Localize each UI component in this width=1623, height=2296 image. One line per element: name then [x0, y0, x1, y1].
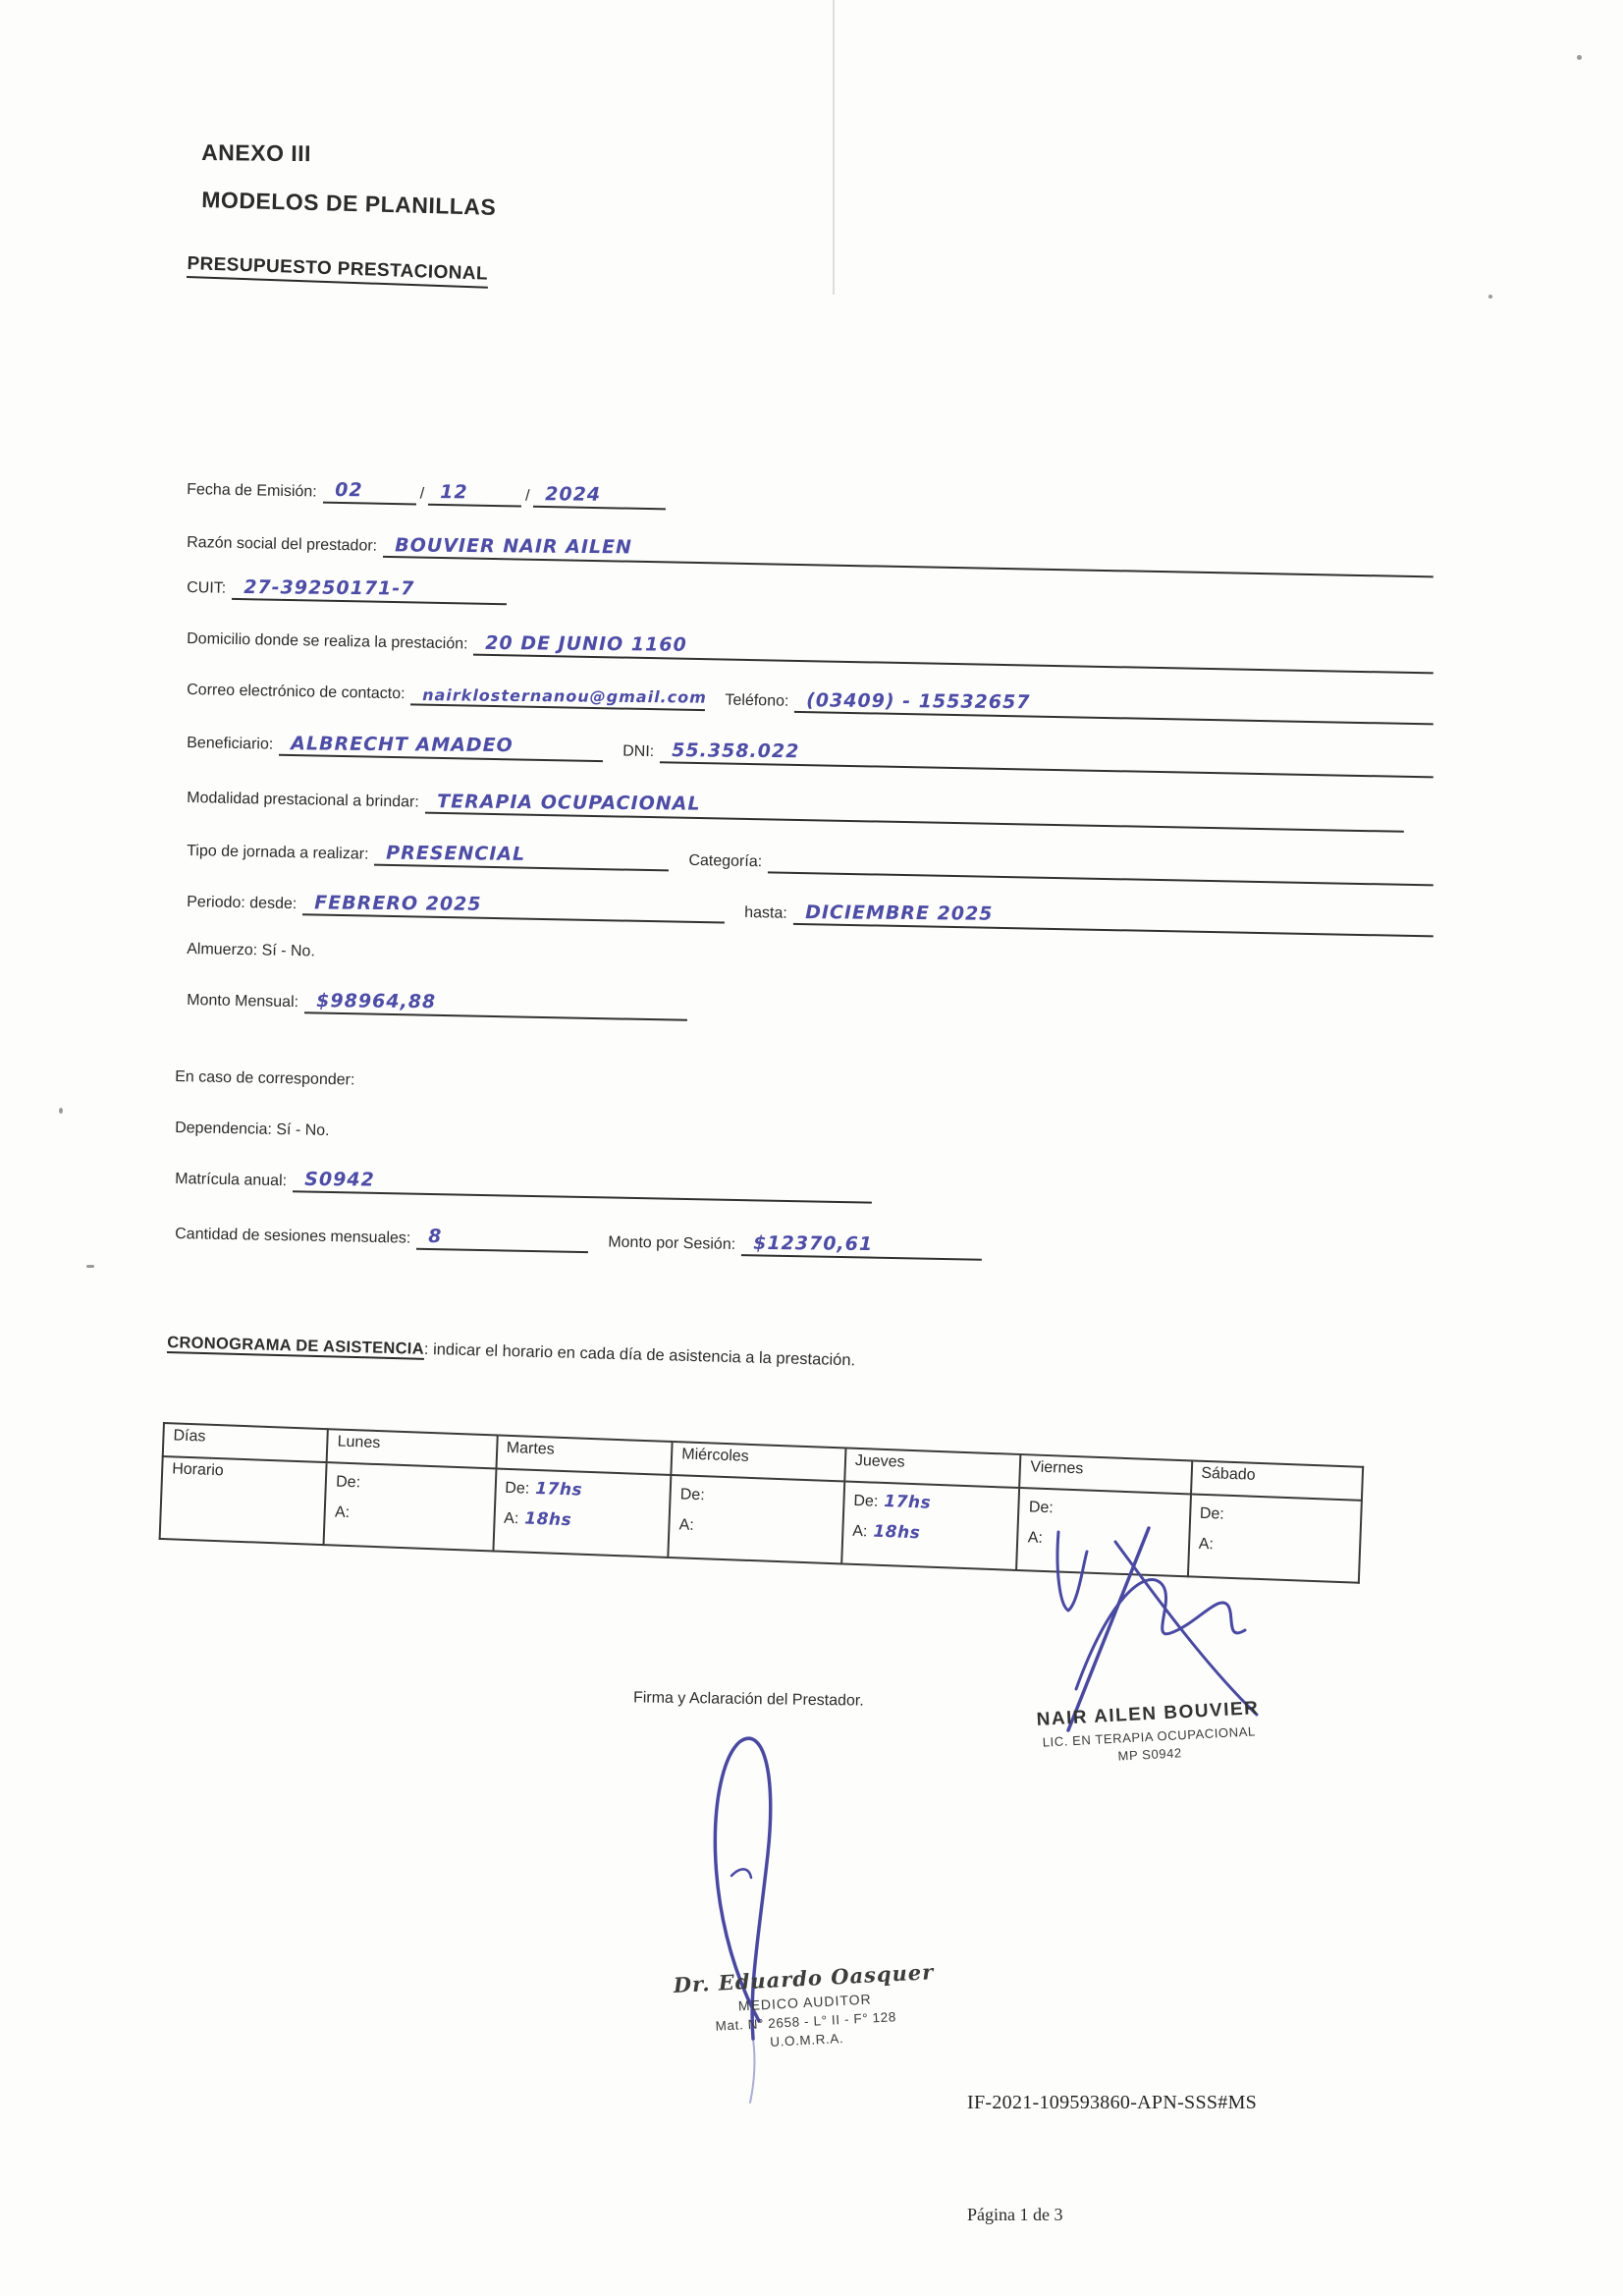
fecha-mes-value: 12: [440, 481, 468, 504]
fecha-emision-label: Fecha de Emisión:: [187, 481, 317, 501]
prestador-stamp-title: LIC. EN TERAPIA OCUPACIONAL: [1042, 1723, 1257, 1750]
document-title: MODELOS DE PLANILLAS: [201, 187, 497, 220]
fecha-dia-value: 02: [334, 479, 363, 502]
prestador-stamp-mp: MP S0942: [1117, 1745, 1183, 1764]
field-razon-social: [187, 526, 1434, 577]
if-reference-code: IF-2021-109593860-APN-SSS#MS: [967, 2092, 1258, 2113]
field-almuerzo: Almuerzo: Sí - No.: [187, 941, 316, 960]
correo-value: nairklosternanou@gmail.com: [422, 685, 708, 707]
auditor-stamp-role: MEDICO AUDITOR: [737, 1991, 873, 2014]
monto-mensual-value: $98964,88: [315, 990, 437, 1013]
sesiones-label: Cantidad de sesiones mensuales:: [175, 1226, 411, 1247]
a-label: A:: [1198, 1535, 1215, 1554]
tipo-jornada-value: PRESENCIAL: [386, 842, 526, 865]
a-label: A:: [851, 1522, 868, 1541]
razon-social-value: BOUVIER NAIR AILEN: [395, 534, 632, 559]
field-tipo-jornada-categoria: [187, 835, 1434, 886]
dni-label: DNI:: [622, 742, 655, 761]
de-label: De:: [1199, 1504, 1225, 1523]
field-beneficiario-dni: [187, 727, 1434, 778]
periodo-desde-value: FEBRERO 2025: [314, 892, 482, 915]
scan-artifact-line: [833, 0, 835, 295]
auditor-stamp: [612, 1956, 999, 2057]
table-header-lunes: Lunes: [327, 1429, 497, 1468]
table-cell-martes: [493, 1468, 672, 1557]
auditor-stamp-matricula: Mat. N° 2658 - L° II - F° 128: [715, 2009, 897, 2034]
modalidad-value: TERAPIA OCUPACIONAL: [436, 791, 701, 815]
lunes-a-value: [350, 1503, 356, 1522]
matricula-value: S0942: [303, 1168, 375, 1191]
table-cell-jueves: [841, 1481, 1020, 1569]
scan-speck: [59, 1108, 63, 1114]
sesiones-value: 8: [428, 1226, 443, 1248]
table-header-viernes: Viernes: [1020, 1454, 1192, 1494]
de-label: De:: [1028, 1499, 1055, 1517]
monto-sesion-label: Monto por Sesión:: [608, 1233, 736, 1253]
scan-speck: [86, 1265, 94, 1268]
table-cell-miercoles: [668, 1475, 844, 1563]
date-separator: /: [419, 485, 425, 503]
table-cell-lunes: [324, 1462, 496, 1551]
page-indicator: Página 1 de 3: [967, 2205, 1063, 2224]
prestador-stamp-name: NAIR AILEN BOUVIER: [1036, 1698, 1260, 1730]
beneficiario-label: Beneficiario:: [187, 735, 274, 753]
miercoles-a-value: [693, 1515, 700, 1535]
table-header-miercoles: Miércoles: [672, 1442, 846, 1481]
field-matricula: [175, 1163, 872, 1204]
auditor-stamp-name: Dr. Eduardo Oasquer: [673, 1959, 935, 1997]
razon-social-label: Razón social del prestador:: [187, 534, 378, 555]
a-label: A:: [1027, 1529, 1044, 1547]
domicilio-label: Domicilio donde se realiza la prestación:: [187, 630, 468, 653]
field-modalidad: [187, 782, 1404, 833]
scan-speck: [1488, 295, 1492, 299]
dni-value: 55.358.022: [672, 739, 800, 763]
martes-a-value: 18hs: [523, 1508, 572, 1531]
scan-speck: [1577, 55, 1582, 60]
periodo-hasta-value: DICIEMBRE 2025: [804, 902, 994, 925]
categoria-value: [768, 870, 787, 871]
de-label: De:: [505, 1479, 530, 1498]
martes-de-value: 17hs: [534, 1478, 583, 1501]
modalidad-label: Modalidad prestacional a brindar:: [187, 790, 419, 811]
de-label: De:: [853, 1492, 879, 1510]
lunes-de-value: [360, 1472, 367, 1492]
table-header-jueves: Jueves: [844, 1448, 1021, 1488]
field-sesiones-monto: [175, 1218, 982, 1261]
field-fecha-emision: [187, 473, 667, 510]
table-header-sabado: Sábado: [1191, 1460, 1364, 1500]
cuit-value: 27-39250171-7: [243, 576, 415, 600]
monto-mensual-label: Monto Mensual:: [187, 992, 299, 1011]
text-en-caso: En caso de corresponder:: [175, 1068, 355, 1089]
periodo-hasta-label: hasta:: [744, 903, 787, 922]
field-periodo: [187, 886, 1434, 937]
field-monto-mensual: [187, 984, 687, 1021]
firma-aclaracion-label: Firma y Aclaración del Prestador.: [632, 1689, 864, 1710]
beneficiario-value: ALBRECHT AMADEO: [291, 733, 514, 757]
domicilio-value: 20 DE JUNIO 1160: [485, 631, 688, 656]
section-heading: PRESUPUESTO PRESTACIONAL: [187, 253, 488, 289]
field-correo-telefono: [187, 674, 1434, 725]
field-dependencia: Dependencia: Sí - No.: [175, 1120, 330, 1140]
periodo-desde-label: Periodo: desde:: [187, 894, 298, 913]
cronograma-title: CRONOGRAMA DE ASISTENCIA: [167, 1334, 425, 1358]
categoria-label: Categoría:: [688, 851, 763, 871]
auditor-stamp-org: U.O.M.R.A.: [769, 2031, 844, 2050]
date-separator: /: [524, 487, 530, 505]
miercoles-de-value: [704, 1485, 711, 1504]
cuit-label: CUIT:: [187, 579, 227, 597]
a-label: A:: [678, 1516, 695, 1534]
cronograma-subtitle: : indicar el horario en cada día de asistencia a la prestación.: [423, 1339, 856, 1370]
viernes-de-value: [1053, 1498, 1059, 1517]
cronograma-heading: [167, 1334, 855, 1370]
de-label: De:: [335, 1473, 361, 1492]
telefono-label: Teléfono:: [725, 691, 789, 710]
field-cuit: [187, 572, 507, 605]
annex-title: ANEXO III: [201, 139, 312, 167]
jueves-a-value: 18hs: [873, 1521, 921, 1544]
de-label: De:: [679, 1486, 706, 1504]
table-corner-dias: Días: [163, 1423, 328, 1462]
a-label: A:: [503, 1509, 519, 1528]
a-label: A:: [334, 1503, 351, 1522]
matricula-label: Matrícula anual:: [175, 1171, 288, 1190]
table-row-horario-label: Horario: [160, 1456, 327, 1545]
tipo-jornada-label: Tipo de jornada a realizar:: [187, 843, 369, 863]
correo-label: Correo electrónico de contacto:: [187, 682, 406, 703]
table-header-martes: Martes: [496, 1435, 673, 1475]
fecha-anio-value: 2024: [545, 483, 602, 506]
monto-sesion-value: $12370,61: [753, 1231, 874, 1255]
field-domicilio: [187, 623, 1434, 674]
jueves-de-value: 17hs: [883, 1491, 932, 1513]
telefono-value: (03409) - 15532657: [806, 689, 1031, 714]
